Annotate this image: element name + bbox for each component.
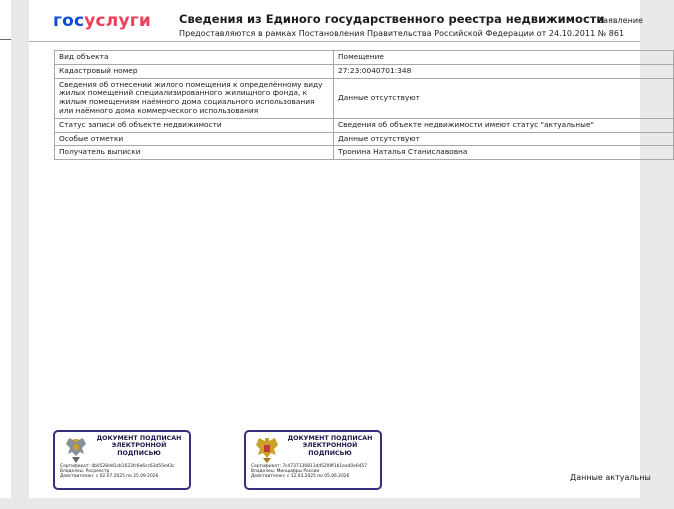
- row-label: Сведения об отнесении жилого помещения к определённому виду жилых помещений специализированного жилищного фонда, к жилым помещениям наёмного дома социального использования или наёмного дома коммерческого использования: [55, 78, 334, 118]
- table-row: [55, 132, 674, 146]
- property-info-table: [54, 50, 674, 160]
- row-label: Получатель выписки: [55, 146, 334, 160]
- document-title: Сведения из Единого государственного реестра недвижимости: [179, 12, 605, 26]
- row-value: 27:23:0040701:348: [334, 64, 674, 78]
- logo-part-gos: гос: [53, 11, 85, 31]
- header-divider: [29, 41, 640, 42]
- row-label: Кадастровый номер: [55, 64, 334, 78]
- table-row: [55, 64, 674, 78]
- coat-of-arms-icon: [254, 436, 280, 464]
- logo-part-uslugi: услуги: [84, 11, 151, 31]
- previous-page-rule: [0, 39, 11, 40]
- row-value: Помещение: [334, 51, 674, 65]
- document-subtitle: Предоставляются в рамках Постановления Правительства Российской Федерации от 24.10.2011 № 861: [179, 29, 625, 38]
- stamp-owner: Владелец: Минцифры России: [251, 469, 320, 474]
- stamp-certificate: Сертификат: 7c4737136811dd5209f1b1ea40e6457: [251, 464, 368, 469]
- row-value: Данные отсутствуют: [334, 78, 674, 118]
- stamp-certificate: Сертификат: 4b0528dd1cb1623fc6e6cc63d55ed3c: [60, 464, 175, 469]
- stamp-heading: ДОКУМЕНТ ПОДПИСАН ЭЛЕКТРОННОЙ ПОДПИСЬЮ: [287, 435, 373, 457]
- row-label: Статус записи об объекте недвижимости: [55, 118, 334, 132]
- table-row: [55, 118, 674, 132]
- document-page: [29, 0, 651, 498]
- request-label: Заявление: [598, 16, 643, 25]
- table-row: [55, 51, 674, 65]
- rosreestr-emblem-icon: [63, 436, 89, 464]
- data-actual-footer: Данные актуальны: [570, 473, 651, 482]
- previous-page-edge: [0, 0, 11, 498]
- signature-stamp-rosreestr: [53, 430, 191, 490]
- row-value: Тронина Наталья Станиславовна: [334, 146, 674, 160]
- row-label: Вид объекта: [55, 51, 334, 65]
- signature-stamp-mintsifry: [244, 430, 382, 490]
- stamp-validity: Действителен: с 02.07.2025 по 25.09.2026: [60, 474, 159, 479]
- row-label: Особые отметки: [55, 132, 334, 146]
- stamp-heading: ДОКУМЕНТ ПОДПИСАН ЭЛЕКТРОННОЙ ПОДПИСЬЮ: [96, 435, 182, 457]
- row-value: Сведения об объекте недвижимости имеют статус "актуальные": [334, 118, 674, 132]
- row-value: Данные отсутствуют: [334, 132, 674, 146]
- stamp-validity: Действителен: с 12.03.2025 по 05.06.2026: [251, 474, 350, 479]
- gosuslugi-logo: [53, 11, 151, 31]
- stamp-owner: Владелец: Росреестр: [60, 469, 110, 474]
- table-row: [55, 78, 674, 118]
- table-row: [55, 146, 674, 160]
